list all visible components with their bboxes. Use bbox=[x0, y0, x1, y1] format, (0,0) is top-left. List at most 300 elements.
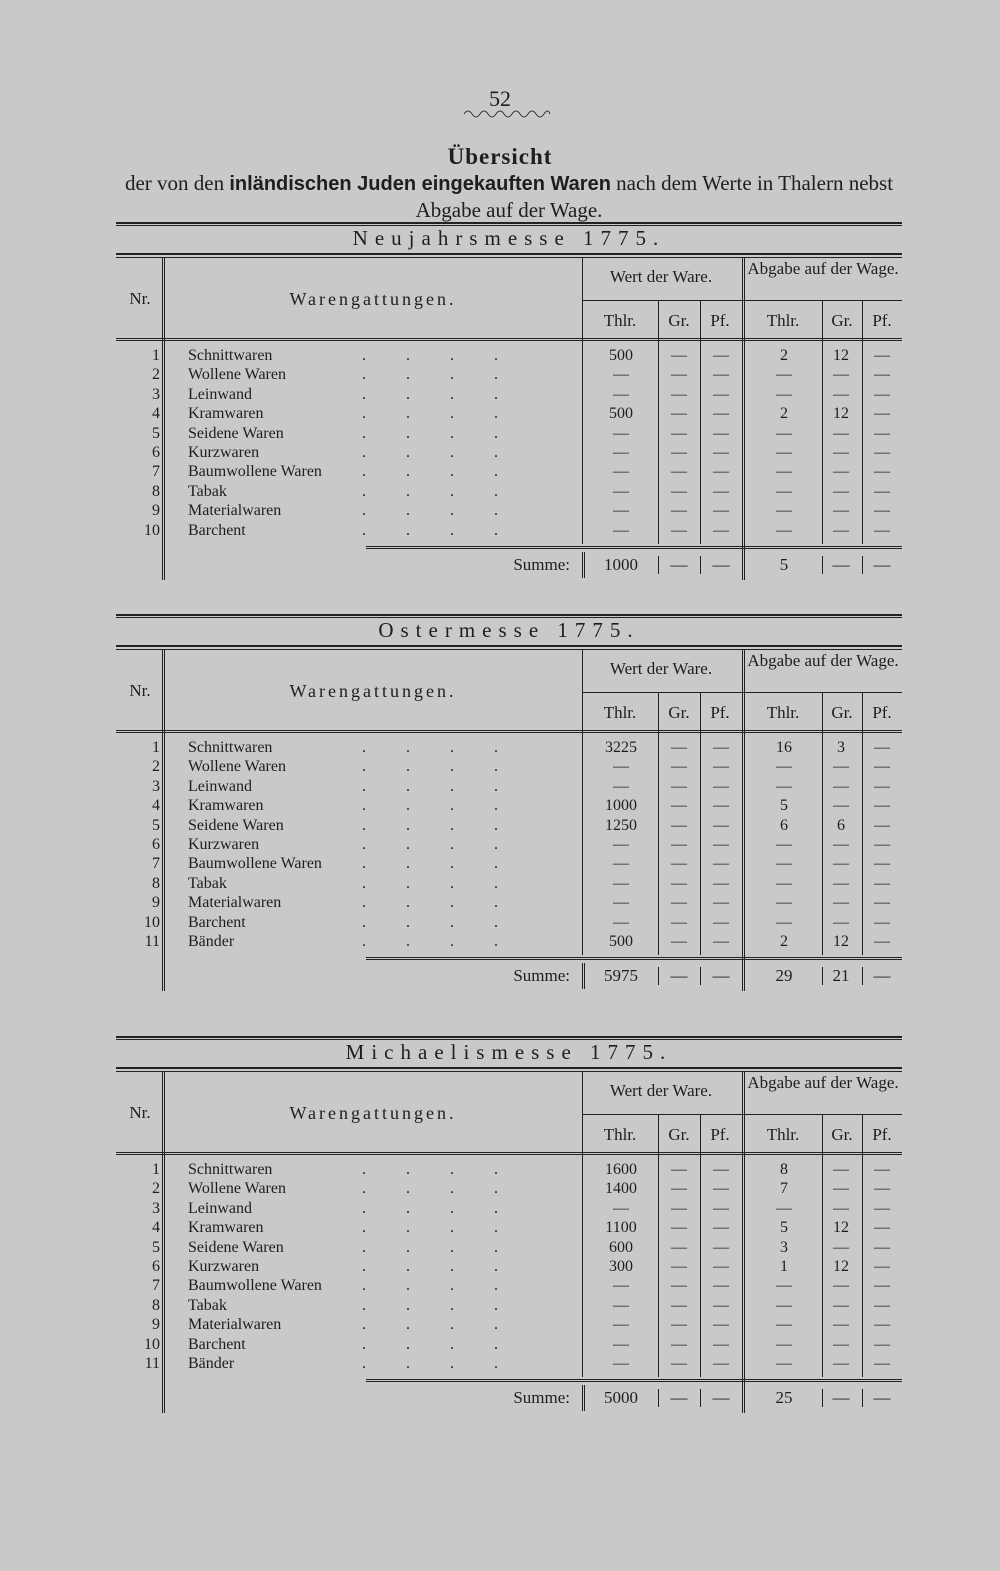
leader-dots: . . . . bbox=[362, 816, 498, 834]
cell-value: — bbox=[833, 1296, 849, 1314]
table-row bbox=[116, 1199, 902, 1218]
table-row bbox=[116, 521, 902, 540]
cell-value: 6 bbox=[780, 816, 788, 834]
cell-value: — bbox=[671, 405, 687, 423]
cell-value: 3 bbox=[837, 739, 845, 756]
sum-value: — bbox=[712, 966, 730, 986]
cell-value: — bbox=[874, 816, 890, 834]
cell-value: — bbox=[874, 1258, 890, 1275]
cell-value: — bbox=[713, 502, 729, 520]
cell-value: — bbox=[874, 1219, 890, 1237]
cell-value: — bbox=[613, 894, 629, 912]
leader-dots: . . . . bbox=[362, 1296, 498, 1314]
cell-value: — bbox=[713, 913, 729, 931]
header-gr-1: Gr. bbox=[668, 1125, 690, 1144]
cell-value: — bbox=[613, 758, 629, 776]
table-row bbox=[116, 1315, 902, 1334]
row-number: 1 bbox=[152, 347, 160, 364]
cell-value: 500 bbox=[609, 347, 633, 364]
cell-value: 5 bbox=[780, 797, 788, 815]
cell-value: — bbox=[833, 1355, 849, 1372]
row-number: 7 bbox=[152, 855, 160, 873]
cell-value: — bbox=[874, 502, 890, 520]
goods-name: Kurzwaren bbox=[188, 1258, 260, 1275]
row-number: 11 bbox=[144, 1355, 160, 1372]
sum-value: 29 bbox=[775, 966, 793, 986]
cell-value: — bbox=[776, 1199, 792, 1217]
cell-value: — bbox=[874, 1161, 890, 1178]
cell-value: 12 bbox=[833, 347, 849, 364]
row-number: 3 bbox=[152, 385, 160, 403]
cell-value: — bbox=[874, 933, 890, 950]
row-number: 2 bbox=[152, 366, 160, 384]
goods-name: Materialwaren bbox=[188, 1316, 282, 1334]
cell-value: — bbox=[671, 347, 687, 364]
goods-name: Leinwand bbox=[188, 1199, 252, 1217]
table-row bbox=[116, 1238, 902, 1257]
cell-value: — bbox=[874, 1316, 890, 1334]
leader-dots: . . . . bbox=[362, 913, 498, 931]
table-row bbox=[116, 738, 902, 757]
cell-value: — bbox=[874, 1335, 890, 1353]
sum-value: — bbox=[832, 1388, 850, 1408]
cell-value: — bbox=[671, 1199, 687, 1217]
cell-value: — bbox=[713, 444, 729, 461]
sum-label: Summe: bbox=[513, 555, 570, 574]
header-pf-5: Pf. bbox=[872, 311, 892, 330]
cell-value: — bbox=[776, 777, 792, 795]
goods-name: Tabak bbox=[188, 482, 227, 500]
cell-value: — bbox=[671, 1355, 687, 1372]
row-number: 6 bbox=[152, 1258, 160, 1275]
goods-name: Schnittwaren bbox=[188, 347, 273, 364]
table-row bbox=[116, 1218, 902, 1237]
cell-value: — bbox=[874, 1296, 890, 1314]
cell-value: — bbox=[833, 855, 849, 873]
leader-dots: . . . . bbox=[362, 482, 498, 500]
cell-value: — bbox=[874, 405, 890, 423]
cell-value: — bbox=[776, 521, 792, 539]
leader-dots: . . . . bbox=[362, 405, 498, 423]
cell-value: — bbox=[833, 777, 849, 795]
cell-value: 7 bbox=[780, 1180, 788, 1198]
table-row bbox=[116, 1354, 902, 1373]
cell-value: — bbox=[671, 933, 687, 950]
cell-value: — bbox=[713, 1335, 729, 1353]
sum-value: 25 bbox=[775, 1388, 793, 1408]
leader-dots: . . . . bbox=[362, 463, 498, 481]
cell-value: 500 bbox=[609, 405, 633, 423]
row-number: 11 bbox=[144, 933, 160, 950]
cell-value: — bbox=[671, 1161, 687, 1178]
header-gr-1: Gr. bbox=[668, 703, 690, 722]
cell-value: — bbox=[874, 836, 890, 853]
leader-dots: . . . . bbox=[362, 1180, 498, 1198]
goods-name: Seidene Waren bbox=[188, 424, 284, 442]
leader-dots: . . . . bbox=[362, 1199, 498, 1217]
goods-name: Kramwaren bbox=[188, 797, 264, 815]
cell-value: — bbox=[833, 913, 849, 931]
header-fee: Abgabe auf der Wage. bbox=[747, 1073, 899, 1092]
leader-dots: . . . . bbox=[362, 347, 498, 364]
header-gr-1: Gr. bbox=[668, 311, 690, 330]
cell-value: — bbox=[671, 1180, 687, 1198]
cell-value: — bbox=[833, 894, 849, 912]
cell-value: — bbox=[874, 739, 890, 756]
cell-value: 12 bbox=[833, 1219, 849, 1237]
cell-value: — bbox=[874, 463, 890, 481]
table-row bbox=[116, 404, 902, 423]
row-number: 10 bbox=[144, 1335, 160, 1353]
cell-value: — bbox=[671, 739, 687, 756]
sum-label: Summe: bbox=[513, 1388, 570, 1408]
sum-value: — bbox=[670, 555, 688, 574]
sum-value: — bbox=[832, 555, 850, 574]
leader-dots: . . . . bbox=[362, 855, 498, 873]
cell-value: — bbox=[833, 1161, 849, 1178]
cell-value: — bbox=[776, 482, 792, 500]
goods-name: Wollene Waren bbox=[188, 366, 286, 384]
row-number: 4 bbox=[152, 405, 160, 423]
goods-name: Kramwaren bbox=[188, 1219, 264, 1237]
page-number: 52 bbox=[489, 86, 511, 111]
cell-value: — bbox=[776, 1335, 792, 1353]
leader-dots: . . . . bbox=[362, 1355, 498, 1372]
cell-value: — bbox=[833, 758, 849, 776]
cell-value: — bbox=[874, 521, 890, 539]
header-nr: Nr. bbox=[129, 1103, 151, 1122]
subtitle-bold: inländischen Juden eingekauften Waren bbox=[229, 173, 611, 195]
fair-title: Michaelismesse 1775. bbox=[345, 1040, 673, 1064]
cell-value: — bbox=[776, 874, 792, 892]
cell-value: — bbox=[613, 424, 629, 442]
cell-value: — bbox=[833, 521, 849, 539]
table-row bbox=[116, 443, 902, 462]
cell-value: — bbox=[613, 463, 629, 481]
goods-name: Leinwand bbox=[188, 385, 252, 403]
cell-value: — bbox=[874, 482, 890, 500]
header-pf-5: Pf. bbox=[872, 703, 892, 722]
leader-dots: . . . . bbox=[362, 1277, 498, 1295]
table-row bbox=[116, 365, 902, 384]
sum-row bbox=[116, 965, 902, 987]
cell-value: — bbox=[613, 777, 629, 795]
cell-value: — bbox=[671, 521, 687, 539]
row-number: 5 bbox=[152, 1238, 160, 1256]
header-gr-4: Gr. bbox=[831, 311, 853, 330]
subtitle-part-1: der von den bbox=[124, 171, 230, 195]
cell-value: 2 bbox=[780, 933, 788, 950]
row-number: 10 bbox=[144, 913, 160, 931]
cell-value: — bbox=[776, 894, 792, 912]
cell-value: — bbox=[776, 1277, 792, 1295]
sum-value: — bbox=[712, 1388, 730, 1408]
cell-value: — bbox=[713, 482, 729, 500]
goods-name: Seidene Waren bbox=[188, 816, 284, 834]
cell-value: — bbox=[776, 385, 792, 403]
table-row bbox=[116, 796, 902, 815]
table-row bbox=[116, 346, 902, 365]
cell-value: 1600 bbox=[605, 1161, 637, 1178]
sum-value: — bbox=[712, 555, 730, 574]
cell-value: — bbox=[713, 1161, 729, 1178]
cell-value: — bbox=[713, 1316, 729, 1334]
cell-value: — bbox=[613, 1355, 629, 1372]
leader-dots: . . . . bbox=[362, 385, 498, 403]
header-goods: Warengattungen. bbox=[289, 681, 457, 701]
goods-name: Schnittwaren bbox=[188, 1161, 273, 1178]
cell-value: 3225 bbox=[605, 739, 637, 756]
subtitle-part-2: nach dem Werte in Thalern nebst Abgabe auf der Wage. bbox=[415, 171, 894, 222]
sum-value: 1000 bbox=[604, 555, 638, 574]
header-thlr-0: Thlr. bbox=[603, 1125, 637, 1144]
header-goods: Warengattungen. bbox=[289, 1103, 457, 1123]
leader-dots: . . . . bbox=[362, 444, 498, 461]
table-row bbox=[116, 1160, 902, 1179]
cell-value: — bbox=[776, 444, 792, 461]
cell-value: — bbox=[713, 777, 729, 795]
leader-dots: . . . . bbox=[362, 521, 498, 539]
row-number: 5 bbox=[152, 424, 160, 442]
cell-value: — bbox=[833, 463, 849, 481]
cell-value: — bbox=[613, 1277, 629, 1295]
cell-value: 8 bbox=[780, 1161, 788, 1178]
cell-value: 1000 bbox=[605, 797, 637, 815]
cell-value: 12 bbox=[833, 405, 849, 423]
cell-value: 12 bbox=[833, 933, 849, 950]
cell-value: — bbox=[671, 797, 687, 815]
cell-value: — bbox=[874, 874, 890, 892]
cell-value: — bbox=[776, 855, 792, 873]
cell-value: 2 bbox=[780, 405, 788, 423]
table-row bbox=[116, 1276, 902, 1295]
cell-value: — bbox=[833, 1199, 849, 1217]
cell-value: — bbox=[776, 758, 792, 776]
sum-row bbox=[116, 1387, 902, 1409]
row-number: 6 bbox=[152, 836, 160, 853]
cell-value: — bbox=[776, 1296, 792, 1314]
cell-value: — bbox=[833, 1277, 849, 1295]
cell-value: — bbox=[713, 816, 729, 834]
goods-name: Wollene Waren bbox=[188, 758, 286, 776]
cell-value: — bbox=[671, 1238, 687, 1256]
leader-dots: . . . . bbox=[362, 502, 498, 520]
sum-value: 5 bbox=[779, 555, 789, 574]
cell-value: — bbox=[613, 1199, 629, 1217]
row-number: 9 bbox=[152, 894, 160, 912]
cell-value: — bbox=[671, 836, 687, 853]
cell-value: — bbox=[713, 855, 729, 873]
header-thlr-3: Thlr. bbox=[766, 703, 800, 722]
goods-name: Barchent bbox=[188, 913, 246, 931]
cell-value: — bbox=[776, 463, 792, 481]
cell-value: — bbox=[874, 1180, 890, 1198]
leader-dots: . . . . bbox=[362, 1238, 498, 1256]
cell-value: — bbox=[671, 758, 687, 776]
sum-value: — bbox=[873, 1388, 891, 1408]
table-row bbox=[116, 913, 902, 932]
sum-value: — bbox=[873, 966, 891, 986]
header-nr: Nr. bbox=[129, 681, 151, 700]
row-number: 2 bbox=[152, 1180, 160, 1198]
cell-value: — bbox=[776, 913, 792, 931]
sum-value: 21 bbox=[832, 966, 850, 986]
cell-value: — bbox=[833, 874, 849, 892]
table-row bbox=[116, 1179, 902, 1198]
cell-value: — bbox=[776, 1355, 792, 1372]
cell-value: — bbox=[671, 1277, 687, 1295]
cell-value: — bbox=[833, 836, 849, 853]
table-row bbox=[116, 777, 902, 796]
cell-value: — bbox=[713, 758, 729, 776]
row-number: 4 bbox=[152, 1219, 160, 1237]
header-pf-2: Pf. bbox=[710, 1125, 730, 1144]
table-row bbox=[116, 874, 902, 893]
cell-value: 2 bbox=[780, 347, 788, 364]
header-value: Wert der Ware. bbox=[609, 1081, 713, 1100]
cell-value: — bbox=[874, 1199, 890, 1217]
row-number: 9 bbox=[152, 1316, 160, 1334]
header-value: Wert der Ware. bbox=[609, 267, 713, 286]
cell-value: — bbox=[713, 1199, 729, 1217]
row-number: 4 bbox=[152, 797, 160, 815]
goods-name: Kurzwaren bbox=[188, 444, 260, 461]
ornament-rule bbox=[462, 106, 552, 120]
cell-value: — bbox=[613, 366, 629, 384]
table-row bbox=[116, 501, 902, 520]
cell-value: — bbox=[671, 1335, 687, 1353]
row-number: 3 bbox=[152, 777, 160, 795]
cell-value: — bbox=[713, 1296, 729, 1314]
cell-value: 1100 bbox=[605, 1219, 637, 1237]
table-row bbox=[116, 757, 902, 776]
header-thlr-3: Thlr. bbox=[766, 1125, 800, 1144]
cell-value: — bbox=[713, 874, 729, 892]
cell-value: — bbox=[833, 1180, 849, 1198]
goods-name: Seidene Waren bbox=[188, 1238, 284, 1256]
cell-value: — bbox=[671, 1316, 687, 1334]
table-row bbox=[116, 1257, 902, 1276]
table-row bbox=[116, 816, 902, 835]
header-nr: Nr. bbox=[129, 289, 151, 308]
row-number: 8 bbox=[152, 874, 160, 892]
cell-value: — bbox=[874, 913, 890, 931]
table-row bbox=[116, 835, 902, 854]
cell-value: — bbox=[671, 874, 687, 892]
header-pf-5: Pf. bbox=[872, 1125, 892, 1144]
cell-value: — bbox=[713, 1355, 729, 1372]
cell-value: — bbox=[713, 424, 729, 442]
cell-value: — bbox=[833, 366, 849, 384]
cell-value: — bbox=[874, 797, 890, 815]
sum-value: — bbox=[670, 1388, 688, 1408]
cell-value: — bbox=[833, 502, 849, 520]
cell-value: — bbox=[874, 1355, 890, 1372]
cell-value: — bbox=[671, 385, 687, 403]
cell-value: — bbox=[776, 1316, 792, 1334]
header-value: Wert der Ware. bbox=[609, 659, 713, 678]
cell-value: — bbox=[613, 521, 629, 539]
cell-value: — bbox=[671, 777, 687, 795]
cell-value: 16 bbox=[776, 739, 792, 756]
header-pf-2: Pf. bbox=[710, 703, 730, 722]
cell-value: — bbox=[671, 502, 687, 520]
leader-dots: . . . . bbox=[362, 797, 498, 815]
goods-name: Materialwaren bbox=[188, 894, 282, 912]
leader-dots: . . . . bbox=[362, 1161, 498, 1178]
cell-value: 1400 bbox=[605, 1180, 637, 1198]
table-row bbox=[116, 1335, 902, 1354]
goods-name: Baumwollene Waren bbox=[188, 855, 322, 873]
cell-value: — bbox=[874, 855, 890, 873]
cell-value: — bbox=[713, 463, 729, 481]
goods-name: Bänder bbox=[188, 933, 235, 950]
cell-value: — bbox=[874, 385, 890, 403]
goods-name: Baumwollene Waren bbox=[188, 463, 322, 481]
cell-value: — bbox=[613, 444, 629, 461]
sum-value: — bbox=[670, 966, 688, 986]
cell-value: — bbox=[874, 347, 890, 364]
cell-value: — bbox=[613, 1296, 629, 1314]
table-row bbox=[116, 482, 902, 501]
fair-title: Neujahrsmesse 1775. bbox=[352, 226, 666, 250]
leader-dots: . . . . bbox=[362, 424, 498, 442]
sum-value: 5000 bbox=[604, 1388, 638, 1408]
row-number: 1 bbox=[152, 1161, 160, 1178]
cell-value: — bbox=[833, 1238, 849, 1256]
cell-value: — bbox=[713, 797, 729, 815]
cell-value: — bbox=[776, 424, 792, 442]
cell-value: 5 bbox=[780, 1219, 788, 1237]
goods-name: Tabak bbox=[188, 874, 227, 892]
table-row bbox=[116, 932, 902, 951]
sum-row bbox=[116, 554, 902, 576]
leader-dots: . . . . bbox=[362, 874, 498, 892]
row-number: 7 bbox=[152, 463, 160, 481]
cell-value: — bbox=[874, 424, 890, 442]
cell-value: — bbox=[874, 1238, 890, 1256]
row-number: 3 bbox=[152, 1199, 160, 1217]
cell-value: — bbox=[713, 1277, 729, 1295]
leader-dots: . . . . bbox=[362, 366, 498, 384]
cell-value: 12 bbox=[833, 1258, 849, 1275]
cell-value: — bbox=[671, 444, 687, 461]
table-row bbox=[116, 1296, 902, 1315]
header-thlr-3: Thlr. bbox=[766, 311, 800, 330]
cell-value: — bbox=[671, 366, 687, 384]
cell-value: — bbox=[713, 385, 729, 403]
cell-value: — bbox=[776, 836, 792, 853]
cell-value: — bbox=[613, 1316, 629, 1334]
table-row bbox=[116, 893, 902, 912]
cell-value: — bbox=[613, 836, 629, 853]
row-number: 1 bbox=[152, 739, 160, 756]
table-row bbox=[116, 385, 902, 404]
header-gr-4: Gr. bbox=[831, 703, 853, 722]
cell-value: — bbox=[713, 739, 729, 756]
page-title: Übersicht bbox=[447, 144, 553, 169]
goods-name: Barchent bbox=[188, 1335, 246, 1353]
cell-value: — bbox=[613, 502, 629, 520]
cell-value: — bbox=[776, 366, 792, 384]
cell-value: — bbox=[713, 521, 729, 539]
cell-value: — bbox=[613, 913, 629, 931]
header-fee: Abgabe auf der Wage. bbox=[747, 259, 899, 278]
leader-dots: . . . . bbox=[362, 933, 498, 950]
cell-value: — bbox=[671, 482, 687, 500]
row-number: 8 bbox=[152, 1296, 160, 1314]
table-row bbox=[116, 854, 902, 873]
